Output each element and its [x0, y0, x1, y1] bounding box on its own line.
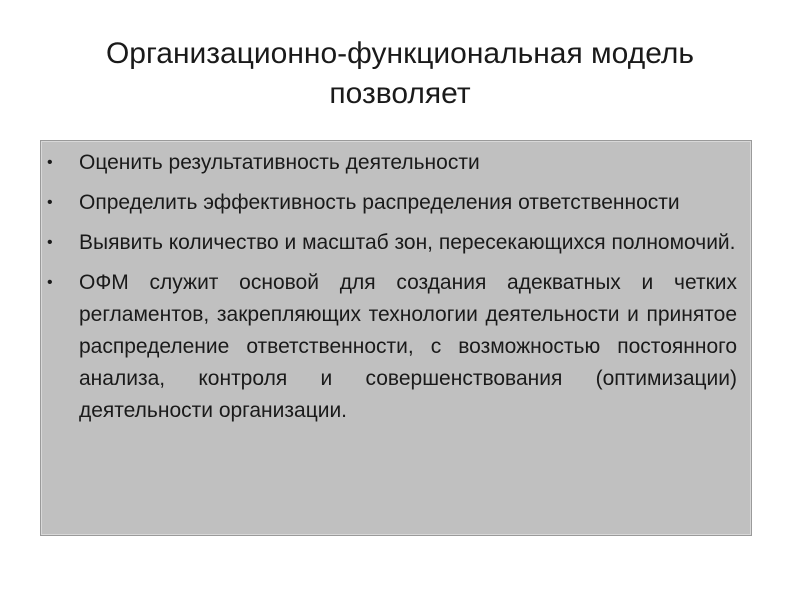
bullet-text: Определить эффективность распределения ответственности — [79, 191, 680, 214]
bullet-item-1 — [41, 147, 751, 179]
title-line-2: позволяет — [329, 77, 471, 110]
content-box — [40, 140, 752, 536]
slide-title — [30, 34, 770, 114]
bullet-text: Оценить результативность деятельности — [79, 151, 480, 174]
bullet-icon: • — [47, 194, 53, 211]
bullet-icon: • — [47, 234, 53, 251]
bullet-icon: • — [47, 274, 53, 291]
bullet-icon: • — [47, 154, 53, 171]
title-line-1: Организационно-функциональная модель — [105, 37, 695, 70]
bullet-item-3 — [41, 227, 751, 259]
bullet-item-4 — [41, 267, 751, 427]
bullet-text: Выявить количество и масштаб зон, пересекающихся полномочий. — [79, 231, 736, 254]
bullet-item-2 — [41, 187, 751, 219]
bullet-text: ОФМ служит основой для создания адекватных и четких регламентов, закрепляющих технологии деятельности и принятое распределение ответственности, с возможностью постоянного анализа, контроля и совершенствования (оптимизации) деятельности организации. — [79, 271, 737, 422]
bullet-list — [41, 141, 751, 427]
